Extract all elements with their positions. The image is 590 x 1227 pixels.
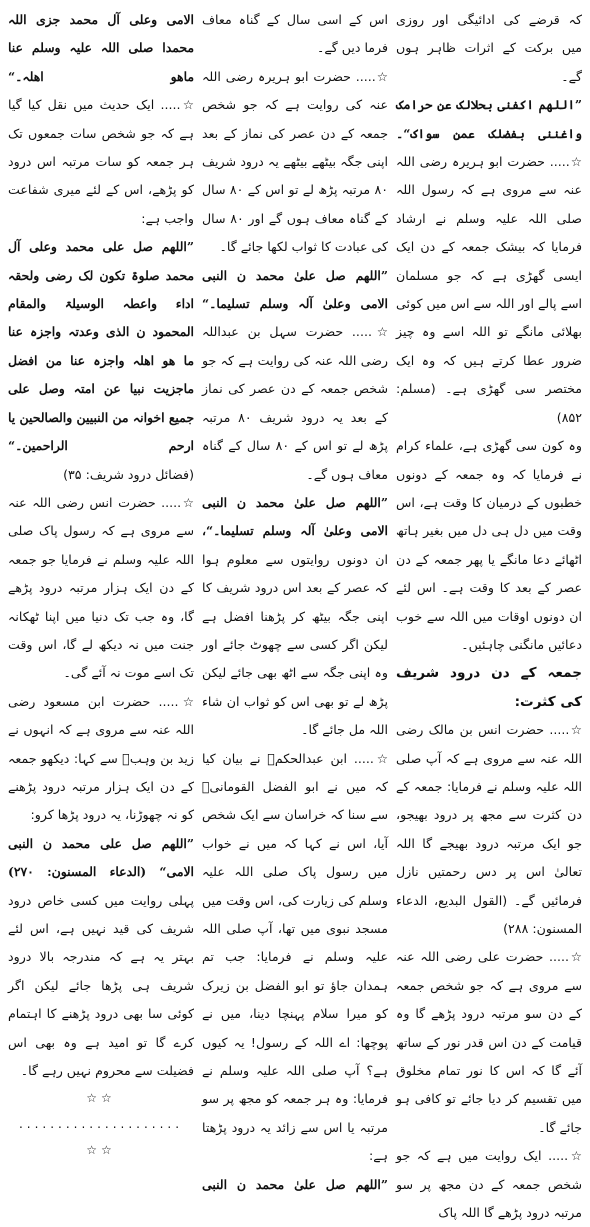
paragraph: ☆..... حضرت علی رضی اللہ عنہ سے مروی ہے کہ جو شخص جمعہ کے دن سو مرتبہ درود پڑھے گا وہ قیامت کے دن اس قدر نور کے ساتھ آئے گا کہ اس کا نور تمام مخلوق میں تقسیم کر دیا جائے تو کافی ہو جائے گا۔ xyxy=(396,949,582,1135)
star-divider: ☆☆ ..................... ☆☆ xyxy=(18,1091,184,1158)
paragraph: ان دونوں روایتوں سے معلوم ہوا کہ عصر کے بعد اس درود شریف کا اپنی جگہ بیٹھ کر پڑھنا افضل ہے لیکن اگر کسی سے چھوٹ جائے اور وہ اپنی جگہ سے اٹھ بھی جائے لیکن پڑھ لے تو بھی اس کو ثواب ان شاء اللہ مل جائے گا۔ xyxy=(202,551,388,738)
arabic-durood-text: ”اللھم صل علیٰ محمد ن النبی الامی وعلیٰ آلہ وسلم تسلیما۔“، xyxy=(202,494,388,539)
paragraph: ☆..... حضرت ابن مسعود رضی اللہ عنہ سے مروی ہے کہ انہوں نے زید بن وہبؓ سے کہا: دیکھو جمعہ کے دن ایک ہزار مرتبہ درود پڑھنے کو نہ چھوڑنا، یہ درود پڑھا کرو: xyxy=(8,693,194,823)
paragraph: ☆..... ایک حدیث میں نقل کیا گیا ہے کہ جو شخص سات جمعوں تک ہر جمعہ کو سات مرتبہ اس درود کو پڑھے، اس کے لئے میری شفاعت واجب ہے: xyxy=(8,97,194,226)
arabic-durood-text: ”اللھم صل علیٰ محمد ن النبی الامی وعلیٰ آلہ وسلم تسلیما۔“ xyxy=(202,267,388,312)
text-column-left xyxy=(8,6,194,1158)
section-heading: جمعہ کے دن درود شریف کی کثرت: xyxy=(396,665,582,710)
paragraph: ☆..... حضرت انس بن مالک رضی اللہ عنہ سے مروی ہے کہ آپ صلی اللہ علیہ وسلم نے فرمایا: جمعہ کے دن کثرت سے مجھ پر درود بھیجو، جو ایک مرتبہ درود بھیجے گا اللہ تعالیٰ اس پر دس رحمتیں نازل فرمائیں گے۔ (القول البدیع، الدعاء المسنون: ۲۸۸) xyxy=(396,722,582,936)
paragraph: ☆..... حضرت ابو ہریرہ رضی اللہ عنہ کی روایت ہے کہ جو شخص جمعہ کے دن عصر کی نماز کے بعد اپنی جگہ بیٹھے بیٹھے یہ درود شریف ۸۰ مرتبہ پڑھ لے تو اس کے ۸۰ سال کے گناہ معاف ہوں گے اور ۸۰ سال کی عبادت کا ثواب لکھا جائے گا۔ xyxy=(202,68,389,255)
text-column-middle xyxy=(202,6,389,1192)
paragraph: اس کے اسی سال کے گناہ معاف فرما دیں گے۔ xyxy=(202,12,388,56)
arabic-durood-text: ”اللھم صل علیٰ محمد ن النبی xyxy=(202,1176,388,1192)
arabic-durood-text: ”اللھم صل علی محمد وعلی آل محمد صلوۃ تکون لک رضی ولحقہ اداء واعطہ الوسیلۃ والمقام المحمود ن الذی وعدتہ واجزہ عنا ما ھو اھلہ واجزہ عنا من افضل ماجزیت نبیا عن امتہ وصل علی جمیع اخوانہ من النبیین والصالحین یا ارحم الراحمین۔“ xyxy=(8,239,194,454)
arabic-durood-text: الامی وعلی آل محمد جزی اللہ محمدا صلی اللہ علیہ وسلم عنا ماھو اھلہ۔“ xyxy=(8,12,194,84)
paragraph: ☆..... ابن عبدالحکمؒ نے بیان کیا کہ میں نے ابو الفضل القومانیؒ سے سنا کہ خراسان سے ایک شخص آیا، اس نے کہا کہ میں نے خواب میں رسول پاک صلی اللہ علیہ وسلم کی زیارت کی، اس وقت میں مسجد نبوی میں تھا، آپ صلی اللہ علیہ وسلم نے فرمایا: جب تم ہمدان جاؤ تو ابو الفضل بن زیرک کو میرا سلام پہنچا دینا، میں نے پوچھا: اے اللہ کے رسول! یہ کیوں ہے؟ آپ صلی اللہ علیہ وسلم نے فرمایا: وہ ہر جمعہ کو مجھ پر سو مرتبہ یا اس سے زائد یہ درود پڑھتا ہے: xyxy=(202,750,388,1164)
arabic-durood-text: ”اللھم صل علی محمد ن النبی الامی“ (الدعاء المسنون: ۲۷۰) xyxy=(8,835,194,880)
paragraph: ☆..... حضرت انس رضی اللہ عنہ سے مروی ہے کہ رسول پاک صلی اللہ علیہ وسلم نے فرمایا جو جمعہ کے دن ایک ہزار مرتبہ درود پڑھے گا، وہ جب تک دنیا میں اپنا ٹھکانہ جنت میں نہ دیکھ لے گا، اس وقت تک اسے موت نہ آئے گی۔ xyxy=(8,494,194,681)
paragraph: پہلی روایت میں کسی خاص درود شریف کی قید نہیں ہے، اس لئے بہتر یہ ہے کہ مندرجہ بالا درود شریف ہی پڑھا جائے لیکن اگر کوئی سا بھی درود پڑھنے کا اہتمام کرے گا تو امید ہے وہ بھی اس فضیلت سے محروم نہیں رہے گا۔ xyxy=(8,892,194,1079)
paragraph: (فضائل درود شریف: ۳۵) xyxy=(63,466,194,482)
paragraph: ☆..... ایک روایت میں ہے کہ جو شخص جمعہ کے دن مجھ پر سو مرتبہ درود پڑھے گا اللہ پاک xyxy=(396,1148,582,1221)
paragraph: کہ قرضے کی ادائیگی اور روزی میں برکت کے اثرات ظاہر ہوں گے۔ xyxy=(396,12,582,84)
paragraph: وہ کون سی گھڑی ہے، علماء کرام نے فرمایا کہ وہ جمعہ کے دونوں خطبوں کے درمیان کا وقت ہے، اس وقت میں دل ہی دل میں بغیر ہاتھ اٹھائے دعا مانگے یا پھر جمعہ کے دن عصر کے بعد کا وقت ہے۔ اس لئے ان دونوں اوقات میں اللہ سے خوب دعائیں مانگنی چاہئیں۔ xyxy=(396,438,582,652)
paragraph: ☆..... حضرت ابو ہریرہ رضی اللہ عنہ سے مروی ہے کہ رسول اللہ صلی اللہ علیہ وسلم نے ارشاد فرمایا کہ بیشک جمعہ کے دن ایک ایسی گھڑی ہے کہ جو مسلمان اسے پالے اور اللہ سے اس میں کوئی بھلائی مانگے تو اللہ اسے وہ چیز ضرور عطا کرتے ہیں کہ وہ ایک مختصر سی گھڑی ہے۔ (مسلم: ۸۵۲) xyxy=(396,154,582,425)
arabic-durood-text: ”اللھم اکفنی بحلالک عن حرامک واغننی بفضلک عمن سواک“۔ xyxy=(396,97,582,141)
text-column-right xyxy=(396,6,582,1221)
paragraph: ☆..... حضرت سہل بن عبداللہ رضی اللہ عنہ کی روایت ہے کہ جو شخص جمعہ کے دن عصر کی نماز کے بعد یہ درود شریف ۸۰ مرتبہ پڑھ لے تو اس کے ۸۰ سال کے گناہ معاف ہوں گے۔ xyxy=(202,324,389,482)
